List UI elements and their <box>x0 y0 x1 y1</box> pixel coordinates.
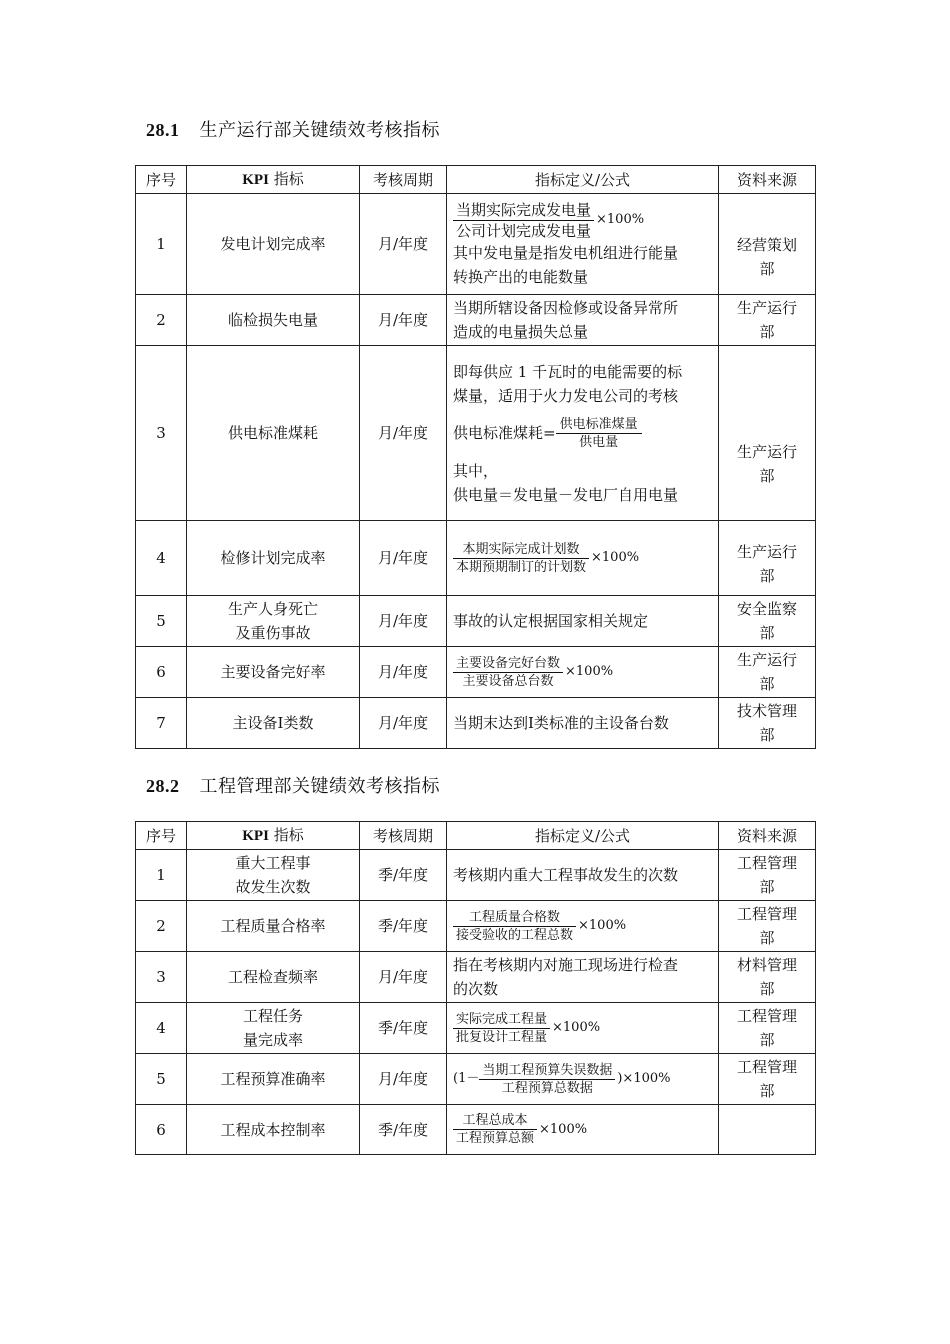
row-seq: 4 <box>136 521 187 596</box>
table-row <box>136 901 816 952</box>
table-row <box>136 1003 816 1054</box>
row-period: 月/年度 <box>360 1054 447 1105</box>
row-definition: 当期末达到Ⅰ类标准的主设备台数 <box>447 698 719 749</box>
row-definition: 指在考核期内对施工现场进行检查 的次数 <box>447 952 719 1003</box>
row-seq: 3 <box>136 952 187 1003</box>
row-period: 季/年度 <box>360 901 447 952</box>
row-source: 技术管理 部 <box>719 698 816 749</box>
table-header-row <box>136 822 816 850</box>
row-source: 工程管理 部 <box>719 1054 816 1105</box>
table-row <box>136 1054 816 1105</box>
kpi-table-engineering <box>135 821 816 1155</box>
row-period: 季/年度 <box>360 1003 447 1054</box>
row-seq: 5 <box>136 596 187 647</box>
row-period: 季/年度 <box>360 1105 447 1155</box>
formula: $\frac{\text{当期实际完成发电量}}{\text{公司计划完成发电量}}$ ×100% <box>453 200 712 241</box>
formula: (1－ $\frac{\text{当期工程预算失误数据}}{\text{工程预算总数据}}$ )×100% <box>453 1062 671 1096</box>
row-definition: 事故的认定根据国家相关规定 <box>447 596 719 647</box>
row-period: 月/年度 <box>360 346 447 521</box>
row-definition <box>447 1105 719 1155</box>
section-title-28-2 <box>146 772 440 798</box>
row-definition <box>447 901 719 952</box>
section-number: 28.2 <box>146 776 180 796</box>
header-seq: 序号 <box>136 166 187 194</box>
row-kpi-name: 重大工程事 故发生次数 <box>187 850 360 901</box>
row-kpi-name: 临检损失电量 <box>187 295 360 346</box>
row-kpi-name: 供电标准煤耗 <box>187 346 360 521</box>
header-period: 考核周期 <box>360 166 447 194</box>
header-def: 指标定义/公式 <box>447 166 719 194</box>
header-period: 考核周期 <box>360 822 447 850</box>
table-row <box>136 647 816 698</box>
row-kpi-name: 工程任务 量完成率 <box>187 1003 360 1054</box>
row-source: 工程管理 部 <box>719 901 816 952</box>
table-row <box>136 1105 816 1155</box>
kpi-table-production <box>135 165 816 749</box>
row-source: 安全监察 部 <box>719 596 816 647</box>
row-period: 月/年度 <box>360 194 447 295</box>
formula: $\frac{\text{主要设备完好台数}}{\text{主要设备总台数}}$ ×100% <box>453 655 712 690</box>
row-seq: 6 <box>136 647 187 698</box>
row-period: 月/年度 <box>360 295 447 346</box>
table-row <box>136 596 816 647</box>
row-definition: 当期所辖设备因检修或设备异常所 造成的电量损失总量 <box>447 295 719 346</box>
row-source: 生产运行 部 <box>719 647 816 698</box>
formula: $\frac{\text{工程质量合格数}}{\text{接受验收的工程总数}}$ ×100% <box>453 909 712 944</box>
header-kpi: KPI 指标 <box>187 822 360 850</box>
row-period: 月/年度 <box>360 521 447 596</box>
header-def: 指标定义/公式 <box>447 822 719 850</box>
section-title-text: 生产运行部关键绩效考核指标 <box>199 120 440 141</box>
table-header-row <box>136 166 816 194</box>
row-definition <box>447 1054 719 1105</box>
row-kpi-name: 主设备Ⅰ类数 <box>187 698 360 749</box>
row-kpi-name: 检修计划完成率 <box>187 521 360 596</box>
row-seq: 2 <box>136 901 187 952</box>
row-definition <box>447 1003 719 1054</box>
row-source: 生产运行 部 <box>719 346 816 521</box>
row-kpi-name: 工程预算准确率 <box>187 1054 360 1105</box>
row-definition: $\frac{\text{当期实际完成发电量}}{\text{公司计划完成发电量}}$ ×100% 其中发电量是指发电机组进行能量 转换产出的电能数量 <box>447 194 719 295</box>
row-source: 工程管理 部 <box>719 850 816 901</box>
row-seq: 1 <box>136 194 187 295</box>
row-kpi-name: 工程质量合格率 <box>187 901 360 952</box>
row-source: 工程管理 部 <box>719 1003 816 1054</box>
row-seq: 3 <box>136 346 187 521</box>
table-row <box>136 850 816 901</box>
row-kpi-name: 工程成本控制率 <box>187 1105 360 1155</box>
section-title-text: 工程管理部关键绩效考核指标 <box>199 776 440 797</box>
row-source <box>719 1105 816 1155</box>
row-seq: 5 <box>136 1054 187 1105</box>
row-period: 月/年度 <box>360 596 447 647</box>
header-kpi: KPI 指标 <box>187 166 360 194</box>
header-seq: 序号 <box>136 822 187 850</box>
row-period: 月/年度 <box>360 952 447 1003</box>
row-source: 经营策划 部 <box>719 194 816 295</box>
row-definition: 考核期内重大工程事故发生的次数 <box>447 850 719 901</box>
row-definition <box>447 521 719 596</box>
formula: $\frac{\text{工程总成本}}{\text{工程预算总额}}$ ×100% <box>453 1112 712 1147</box>
formula: $\frac{\text{本期实际完成计划数}}{\text{本期预期制订的计划数}}$ ×100% <box>453 541 712 576</box>
table-row <box>136 295 816 346</box>
row-seq: 2 <box>136 295 187 346</box>
row-seq: 1 <box>136 850 187 901</box>
row-period: 月/年度 <box>360 698 447 749</box>
row-source: 生产运行 部 <box>719 295 816 346</box>
row-source: 生产运行 部 <box>719 521 816 596</box>
table-row <box>136 952 816 1003</box>
table-row <box>136 346 816 521</box>
section-title-28-1 <box>146 116 440 142</box>
row-seq: 4 <box>136 1003 187 1054</box>
table-row <box>136 521 816 596</box>
header-source: 资料来源 <box>719 166 816 194</box>
row-kpi-name: 发电计划完成率 <box>187 194 360 295</box>
table-row <box>136 698 816 749</box>
header-source: 资料来源 <box>719 822 816 850</box>
formula: $\frac{\text{实际完成工程量}}{\text{批复设计工程量}}$ ×100% <box>453 1011 712 1046</box>
formula: 供电标准煤耗= $\frac{\text{供电标准煤量}}{\text{供电量}}$ <box>453 416 712 451</box>
row-kpi-name: 生产人身死亡 及重伤事故 <box>187 596 360 647</box>
row-source: 材料管理 部 <box>719 952 816 1003</box>
row-seq: 7 <box>136 698 187 749</box>
row-definition: 即每供应 1 千瓦时的电能需要的标 煤量，适用于火力发电公司的考核 供电标准煤耗= $\frac{\text{供电标准煤量}}{\text{供电量}}$ 其中， 供电量＝发电量－发电厂自用电量 <box>447 346 719 521</box>
row-definition <box>447 647 719 698</box>
row-period: 月/年度 <box>360 647 447 698</box>
row-seq: 6 <box>136 1105 187 1155</box>
row-kpi-name: 主要设备完好率 <box>187 647 360 698</box>
section-number: 28.1 <box>146 120 180 140</box>
row-period: 季/年度 <box>360 850 447 901</box>
row-kpi-name: 工程检查频率 <box>187 952 360 1003</box>
table-row <box>136 194 816 295</box>
